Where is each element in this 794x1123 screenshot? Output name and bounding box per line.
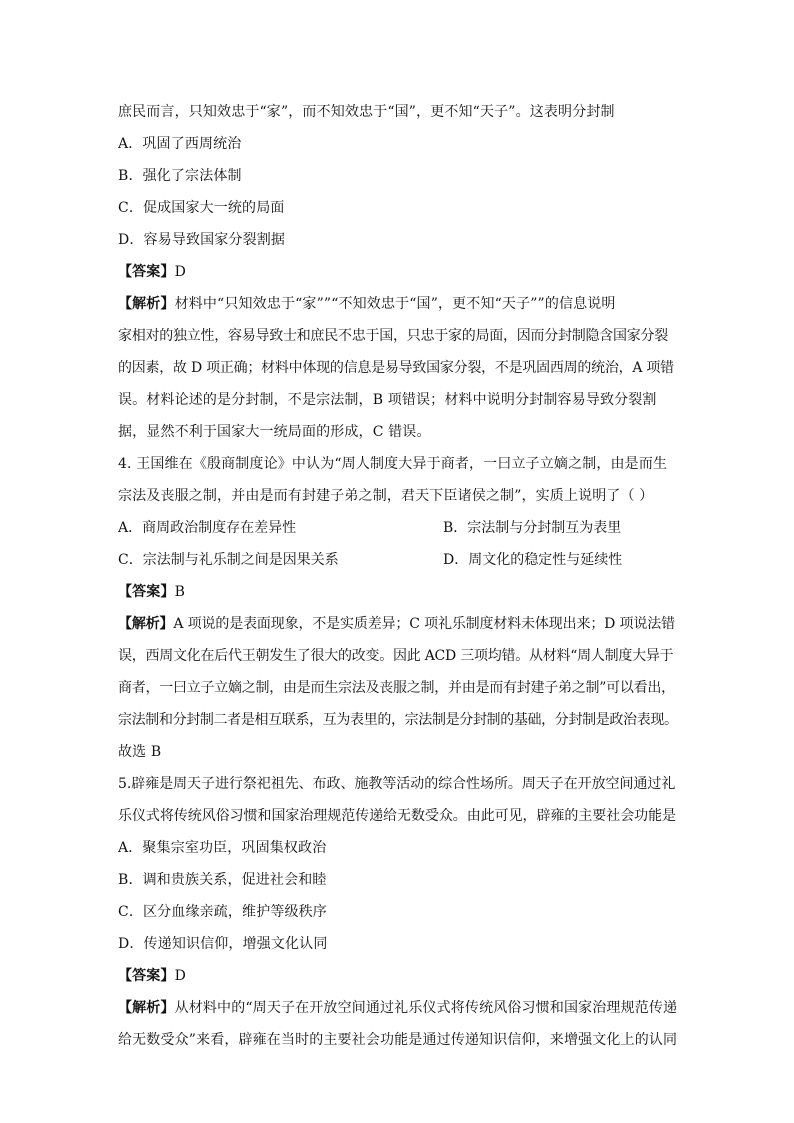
- q4-analysis-line-1: 【解析】A 项说的是表面现象，不是实质差异；C 项礼乐制度材料未体现出来；D 项说法错: [118, 616, 675, 632]
- q5-option-b: B．调和贵族关系，促进社会和睦: [118, 872, 327, 888]
- q4-analysis-line-5: 故选 B: [118, 744, 162, 760]
- q3-answer: [118, 256, 678, 288]
- q3-analysis-tag: 【解析】: [118, 296, 175, 312]
- q3-option-c: C．促成国家大一统的局面: [118, 200, 285, 216]
- q4-analysis-line-2: 误，西周文化在后代王朝发生了很大的改变。因此 ACD 三项均错。从材料“周人制度大异于: [118, 648, 674, 664]
- q4-option-c: C．宗法制与礼乐制之间是因果关系: [118, 552, 339, 568]
- q3-analysis-line-2: 家相对的独立性，容易导致士和庶民不忠于国，只忠于家的局面，因而分封制隐含国家分裂: [118, 328, 668, 344]
- q3-analysis-line-5: 据，显然不利于国家大一统局面的形成，C 错误。: [118, 424, 431, 440]
- q3-analysis-line-3: 的因素，故 D 项正确；材料中体现的信息是易导致国家分裂，不是巩固西周的统治，A 项错: [118, 360, 674, 376]
- q4-option-b: B．宗法制与分封制互为表里: [443, 520, 622, 536]
- document-page: [118, 96, 678, 1056]
- q4-stem-line-2: 宗法及丧服之制，并由是而有封建子弟之制，君天下臣诸侯之制”，实质上说明了（ ）: [118, 488, 654, 504]
- q3-analysis-line-1: 【解析】材料中“只知效忠于“家””“不知效忠于“国”，更不知“天子””的信息说明: [118, 296, 616, 312]
- q5-analysis-line-1: 【解析】从材料中的“周天子在开放空间通过礼乐仪式将传统风俗习惯和国家治理规范传递: [118, 1000, 678, 1016]
- q4-analysis-tag: 【解析】: [118, 616, 174, 632]
- q5-analysis-tag: 【解析】: [118, 1000, 175, 1016]
- q3-option-b: B．强化了宗法体制: [118, 168, 242, 184]
- q5-answer-value: D: [174, 968, 186, 984]
- q3-option-d: D．容易导致国家分裂割据: [118, 232, 286, 248]
- q3-analysis-line-4: 误。材料论述的是分封制，不是宗法制，B 项错误；材料中说明分封制容易导致分裂割: [118, 392, 657, 408]
- q3-stem-tail: 庶民而言，只知效忠于“家”，而不知效忠于“国”，更不知“天子”。这表明分封制: [118, 104, 615, 120]
- q5-stem-line-1: 5.辟雍是周天子进行祭祀祖先、布政、施教等活动的综合性场所。周天子在开放空间通过礼: [118, 776, 676, 792]
- q4-options-row-1: [118, 512, 678, 544]
- q4-answer-value: B: [174, 584, 186, 600]
- q5-stem-line-2: 乐仪式将传统风俗习惯和国家治理规范传递给无数受众。由此可见，辟雍的主要社会功能是: [118, 808, 676, 824]
- q3-answer-value: D: [174, 264, 186, 280]
- q4-option-d: D．周文化的稳定性与延续性: [443, 552, 623, 568]
- q4-analysis-line-3: 商者，一曰立子立嫡之制，由是而生宗法及丧服之制，并由是而有封建子弟之制”可以看出，: [118, 680, 675, 696]
- q4-analysis-line-4: 宗法制和分封制二者是相互联系，互为表里的，宗法制是分封制的基础，分封制是政治表现。: [118, 712, 678, 728]
- q3-option-a: A．巩固了西周统治: [118, 136, 242, 152]
- q4-answer-tag: 【答案】: [118, 584, 175, 600]
- q5-answer-tag: 【答案】: [118, 968, 175, 984]
- q3-answer-tag: 【答案】: [118, 264, 175, 280]
- q4-stem-line-1: 4. 王国维在《殷商制度论》中认为“周人制度大异于商者，一曰立子立嫡之制，由是而生: [118, 456, 668, 472]
- q5-analysis-line-2: 给无数受众”来看，辟雍在当时的主要社会功能是通过传递知识信仰，来增强文化上的认同: [118, 1032, 678, 1048]
- q5-answer: [118, 960, 678, 992]
- q5-option-a: A．聚集宗室功臣，巩固集权政治: [118, 840, 327, 856]
- q4-answer: [118, 576, 678, 608]
- q4-options-row-2: [118, 544, 678, 576]
- q4-option-a: A．商周政治制度存在差异性: [118, 520, 297, 536]
- q5-option-d: D．传递知识信仰，增强文化认同: [118, 936, 328, 952]
- q5-option-c: C．区分血缘亲疏，维护等级秩序: [118, 904, 327, 920]
